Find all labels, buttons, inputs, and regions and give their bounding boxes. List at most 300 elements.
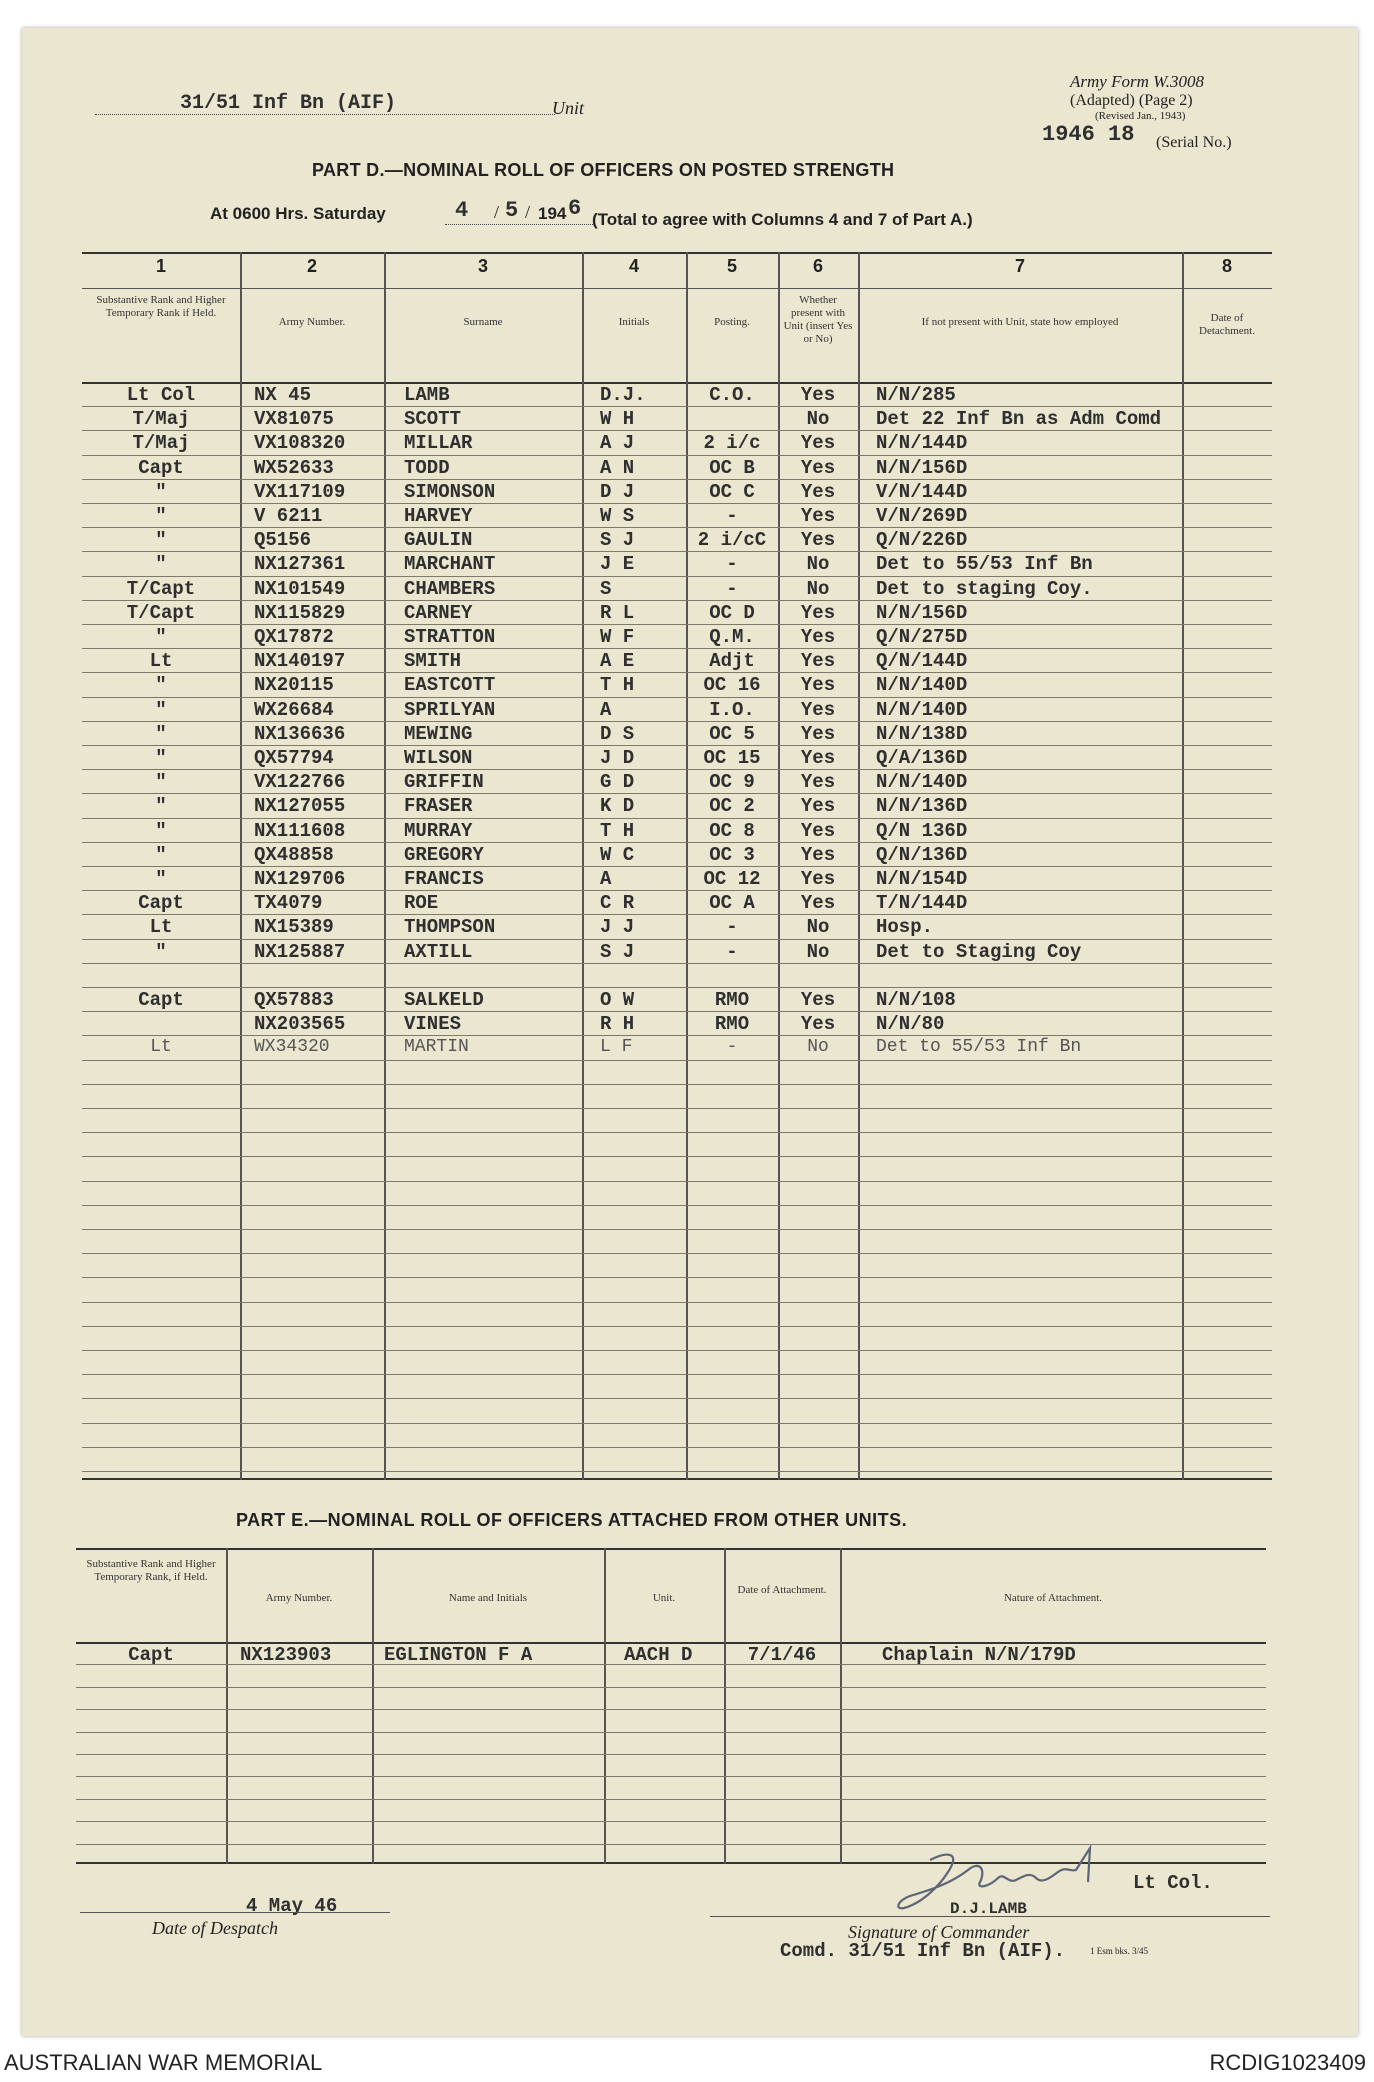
table-row (82, 384, 1272, 408)
surname-cell: MILLAR (404, 432, 473, 455)
rank-cell: " (155, 626, 167, 648)
army-number-cell: QX17872 (254, 626, 334, 648)
date-day: 4 (455, 198, 469, 223)
parte-rule-line (76, 1754, 1266, 1755)
army-number-cell: QX57883 (254, 989, 334, 1011)
parte-col-divider-5 (840, 1548, 842, 1864)
employed-cell: V/N/269D (876, 505, 968, 527)
surname-cell: SIMONSON (404, 480, 496, 503)
posting-cell: 2 i/c (703, 432, 761, 455)
parte-col-header-3: Name and Initials (448, 1592, 528, 1604)
table-row (82, 626, 1272, 650)
posting-cell: OC A (709, 892, 755, 915)
rule-line (82, 1374, 1272, 1375)
surname-cell: WILSON (404, 747, 473, 769)
surname-cell: MARCHANT (404, 553, 496, 576)
posting-cell: OC 15 (703, 747, 761, 769)
col-header-1: Substantive Rank and Higher Temporary Rank if Held. (96, 294, 226, 319)
present-cell: Yes (800, 480, 836, 503)
posting-cell: OC B (709, 456, 755, 479)
surname-cell: CHAMBERS (404, 577, 496, 600)
initials-cell: A E (600, 650, 635, 673)
rank-cell: " (155, 819, 167, 842)
table-row (82, 1037, 1272, 1061)
army-number-cell: V 6211 (254, 505, 323, 527)
employed-cell: N/N/144D (876, 432, 968, 455)
posting-cell: OC 12 (703, 868, 761, 890)
col-number-5: 5 (726, 256, 737, 276)
table-row (82, 892, 1272, 916)
present-cell: Yes (800, 819, 836, 842)
posting-cell: I.O. (709, 698, 755, 721)
comd-line: Comd. 31/51 Inf Bn (AIF). (780, 1940, 1066, 1962)
posting-cell: C.O. (709, 384, 755, 406)
army-number-cell: NX203565 (254, 1013, 346, 1036)
present-cell: No (806, 916, 830, 939)
employed-cell: N/N/156D (876, 601, 968, 624)
posting-cell: - (726, 916, 738, 939)
initials-cell: S (600, 577, 612, 600)
present-cell: No (806, 577, 830, 600)
surname-cell: FRANCIS (404, 868, 484, 890)
present-cell: Yes (800, 892, 836, 915)
col-header-4: Initials (618, 316, 650, 328)
rank-cell: " (155, 940, 167, 963)
army-number-cell: WX26684 (254, 698, 334, 721)
rule-line (82, 1108, 1272, 1109)
present-cell: Yes (800, 698, 836, 721)
present-cell: Yes (800, 505, 836, 527)
present-cell: Yes (800, 456, 836, 479)
army-number-cell: NX15389 (254, 916, 334, 939)
rank-cell: " (155, 480, 167, 503)
present-cell: Yes (800, 1013, 836, 1036)
parte-col-header-4: Unit. (652, 1592, 676, 1604)
surname-cell: MURRAY (404, 819, 473, 842)
employed-cell: Q/N/136D (876, 843, 968, 866)
present-cell: Yes (800, 771, 836, 794)
rule-line (82, 1084, 1272, 1085)
col-number-2: 2 (306, 256, 317, 276)
employed-cell: Q/N/275D (876, 626, 968, 648)
employed-cell: N/N/156D (876, 456, 968, 479)
table-row (82, 820, 1272, 844)
rank-cell: Lt (149, 650, 173, 673)
table-row (82, 457, 1272, 481)
rank-cell: " (155, 771, 167, 794)
surname-cell: TODD (404, 456, 450, 479)
initials-cell: D S (600, 722, 635, 745)
army-number-cell: NX136636 (254, 722, 346, 745)
army-number-cell: QX57794 (254, 747, 334, 769)
parte-col-header-6: Nature of Attachment. (1003, 1592, 1103, 1604)
surname-cell: GRIFFIN (404, 771, 484, 794)
table-row (82, 771, 1272, 795)
employed-cell: V/N/144D (876, 480, 968, 503)
caption-left: AUSTRALIAN WAR MEMORIAL (4, 2050, 323, 2075)
surname-cell: SALKELD (404, 989, 484, 1011)
present-cell: Yes (800, 722, 836, 745)
employed-cell: N/N/285 (876, 384, 956, 406)
table-row (82, 747, 1272, 771)
army-number-cell: NX111608 (254, 819, 346, 842)
surname-cell: VINES (404, 1013, 462, 1036)
initials-cell: G D (600, 771, 635, 794)
serial-value: 1946 18 (1042, 122, 1135, 147)
unit-value: 31/51 Inf Bn (AIF) (180, 92, 397, 115)
rank-cell: Lt (150, 1037, 172, 1058)
present-cell: Yes (800, 601, 836, 624)
employed-cell: T/N/144D (876, 892, 968, 915)
posting-cell: OC C (709, 480, 755, 503)
col-number-3: 3 (477, 256, 488, 276)
army-number-cell: WX34320 (254, 1037, 330, 1058)
rule-line (82, 1447, 1272, 1448)
army-number-cell: WX52633 (254, 456, 334, 479)
parte-top-border (76, 1548, 1266, 1550)
army-number-cell: VX108320 (254, 432, 346, 455)
posting-cell: OC 3 (709, 843, 755, 866)
initials-cell: W F (600, 626, 635, 648)
rank-cell: Capt (138, 989, 184, 1011)
initials-cell: W S (600, 505, 635, 527)
army-number-cell: NX101549 (254, 577, 346, 600)
surname-cell: STRATTON (404, 626, 496, 648)
parte-col-divider-2 (372, 1548, 374, 1864)
rank-cell: " (155, 505, 167, 527)
posting-cell: OC 16 (703, 674, 761, 697)
employed-cell: Q/A/136D (876, 747, 968, 769)
col-number-7: 7 (1014, 256, 1025, 276)
initials-cell: A J (600, 432, 635, 455)
employed-cell: Q/N 136D (876, 819, 968, 842)
present-cell: Yes (800, 384, 836, 406)
employed-cell: Q/N/226D (876, 529, 968, 552)
part-e-title: PART E.—NOMINAL ROLL OF OFFICERS ATTACHED FROM OTHER UNITS. (236, 1510, 908, 1530)
numbers-divider (82, 288, 1272, 289)
present-cell: Yes (800, 868, 836, 890)
army-number-cell: NX20115 (254, 674, 334, 697)
employed-cell: N/N/80 (876, 1013, 945, 1036)
date-year-typed: 6 (568, 196, 582, 221)
initials-cell: A (600, 868, 612, 890)
col-header-6: Whether present with Unit (insert Yes or No) (783, 294, 853, 345)
initials-cell: J E (600, 553, 635, 576)
parte-col-header-5: Date of Attachment. (737, 1584, 827, 1596)
table-top-border (82, 252, 1272, 254)
rank-cell: Capt (138, 892, 184, 915)
present-cell: No (806, 940, 830, 963)
army-number-cell: NX115829 (254, 601, 346, 624)
initials-cell: W C (600, 843, 635, 866)
parte-unit-cell: AACH D (624, 1644, 693, 1666)
parte-rule-line (76, 1776, 1266, 1777)
posting-cell: - (726, 577, 738, 600)
present-cell: No (807, 1037, 829, 1058)
army-number-cell: NX127055 (254, 795, 346, 818)
parte-date-cell: 7/1/46 (747, 1644, 817, 1666)
table-row (82, 529, 1272, 553)
surname-cell: SMITH (404, 650, 462, 673)
employed-cell: N/N/140D (876, 771, 968, 794)
part-d-table (82, 252, 1272, 1480)
despatch-value: 4 May 46 (246, 1895, 338, 1917)
table-row (82, 868, 1272, 892)
rule-line (82, 1253, 1272, 1254)
surname-cell: GAULIN (404, 529, 473, 552)
surname-cell: LAMB (404, 384, 450, 406)
date-year-printed: 194 (538, 204, 567, 223)
rule-line (82, 1302, 1272, 1303)
unit-dotted-line (95, 114, 555, 115)
parte-row (76, 1644, 1266, 1666)
table-row (82, 916, 1272, 940)
table-row (82, 432, 1272, 456)
commander-label: Signature of Commander (848, 1922, 1030, 1942)
posting-cell: 2 i/cC (697, 529, 767, 552)
adapted-label: (Adapted) (Page 2) (1070, 92, 1193, 109)
army-number-cell: QX48858 (254, 843, 334, 866)
initials-cell: T H (600, 819, 635, 842)
total-note: (Total to agree with Columns 4 and 7 of Part A.) (592, 210, 973, 229)
surname-cell: CARNEY (404, 601, 473, 624)
employed-cell: N/N/136D (876, 795, 968, 818)
initials-cell: S J (600, 529, 635, 552)
employed-cell: Det to Staging Coy (876, 940, 1082, 963)
rule-line (82, 1181, 1272, 1182)
posting-cell: - (726, 505, 738, 527)
rule-line (82, 1350, 1272, 1351)
col-number-1: 1 (155, 256, 166, 276)
parte-nature-cell: Chaplain N/N/179D (882, 1644, 1076, 1666)
surname-cell: MEWING (404, 722, 473, 745)
table-row (82, 553, 1272, 577)
col-header-5: Posting. (714, 316, 750, 328)
employed-cell: N/N/108 (876, 989, 956, 1011)
rank-cell: " (155, 843, 167, 866)
initials-cell: J D (600, 747, 635, 769)
surname-cell: MARTIN (404, 1037, 469, 1058)
initials-cell: S J (600, 940, 635, 963)
table-row (82, 941, 1272, 965)
table-row (82, 408, 1272, 432)
table-row (82, 795, 1272, 819)
rank-cell: T/Capt (126, 601, 196, 624)
table-row (82, 1013, 1272, 1037)
initials-cell: O W (600, 989, 635, 1011)
surname-cell: FRASER (404, 795, 473, 818)
army-number-cell: NX127361 (254, 553, 346, 576)
rank-cell: " (155, 553, 167, 576)
col-header-3: Surname (463, 316, 503, 328)
parte-rule-line (76, 1799, 1266, 1800)
parte-rank-cell: Capt (128, 1644, 174, 1666)
posting-cell: - (726, 940, 738, 963)
table-row (82, 699, 1272, 723)
rank-cell: T/Maj (132, 408, 190, 431)
posting-cell: Q.M. (709, 626, 755, 648)
army-number-cell: VX117109 (254, 480, 346, 503)
initials-cell: A (600, 698, 612, 721)
employed-cell: N/N/140D (876, 674, 968, 697)
initials-cell: R H (600, 1013, 635, 1036)
table-row (82, 650, 1272, 674)
rank-cell: Lt Col (126, 384, 196, 406)
posting-cell: - (726, 1037, 738, 1058)
parte-rule-line (76, 1709, 1266, 1710)
army-number-cell: NX 45 (254, 384, 312, 406)
part-e-table (76, 1548, 1266, 1864)
parte-rule-line (76, 1687, 1266, 1688)
employed-cell: Det to 55/53 Inf Bn (876, 553, 1093, 576)
surname-cell: EASTCOTT (404, 674, 496, 697)
rule-line (82, 1277, 1272, 1278)
surname-cell: ROE (404, 892, 439, 915)
initials-cell: A N (600, 456, 635, 479)
rank-cell: Lt (149, 916, 173, 939)
table-row (82, 602, 1272, 626)
present-cell: Yes (800, 674, 836, 697)
table-row (82, 505, 1272, 529)
rule-line (82, 1398, 1272, 1399)
posting-cell: RMO (714, 1013, 750, 1036)
surname-cell: HARVEY (404, 505, 473, 527)
caption-right: RCDIG1023409 (1209, 2050, 1366, 2075)
present-cell: Yes (800, 432, 836, 455)
army-number-cell: Q5156 (254, 529, 312, 552)
army-number-cell: TX4079 (254, 892, 323, 915)
printer-note: 1 Esm bks. 3/45 (1090, 1946, 1149, 1956)
parte-col-divider-1 (226, 1548, 228, 1864)
posting-cell: RMO (714, 989, 750, 1011)
rank-cell: T/Capt (126, 577, 196, 600)
surname-cell: AXTILL (404, 940, 473, 963)
initials-cell: W H (600, 408, 635, 431)
army-number-cell: NX125887 (254, 940, 346, 963)
surname-cell: GREGORY (404, 843, 484, 866)
rank-cell: " (155, 698, 167, 721)
unit-label: Unit (552, 98, 585, 118)
posting-cell: - (726, 553, 738, 576)
initials-cell: C R (600, 892, 635, 915)
posting-cell: OC 2 (709, 795, 755, 818)
surname-cell: SPRILYAN (404, 698, 496, 721)
posting-cell: OC 8 (709, 819, 755, 842)
parte-col-divider-3 (604, 1548, 606, 1864)
initials-cell: T H (600, 674, 635, 697)
at-label: At 0600 Hrs. Saturday (210, 204, 386, 223)
col-number-6: 6 (812, 256, 823, 276)
rank-cell: " (155, 529, 167, 552)
serial-label: (Serial No.) (1156, 134, 1232, 151)
present-cell: Yes (800, 747, 836, 769)
initials-cell: R L (600, 601, 635, 624)
employed-cell: N/N/140D (876, 698, 968, 721)
present-cell: No (806, 408, 830, 431)
initials-cell: L F (600, 1037, 633, 1058)
table-row (82, 578, 1272, 602)
despatch-label: Date of Despatch (152, 1918, 278, 1938)
posting-cell: OC 9 (709, 771, 755, 794)
table-row (82, 674, 1272, 698)
rank-cell: " (155, 722, 167, 745)
rank-cell: " (155, 747, 167, 769)
commander-name: D.J.LAMB (950, 1900, 1027, 1918)
date-month: 5 (505, 198, 519, 223)
parte-rule-line (76, 1732, 1266, 1733)
table-row (82, 481, 1272, 505)
posting-cell: OC 5 (709, 722, 755, 745)
commander-rank: Lt Col. (1133, 1872, 1213, 1894)
employed-cell: Q/N/144D (876, 650, 968, 673)
present-cell: No (806, 553, 830, 576)
initials-cell: K D (600, 795, 635, 818)
initials-cell: D J (600, 480, 635, 503)
present-cell: Yes (800, 795, 836, 818)
posting-cell: OC D (709, 601, 755, 624)
army-number-cell: NX140197 (254, 650, 346, 673)
rule-line (82, 1132, 1272, 1133)
rule-line (82, 1423, 1272, 1424)
table-row (82, 989, 1272, 1013)
posting-cell: Adjt (709, 650, 755, 673)
revised-label: (Revised Jan., 1943) (1095, 110, 1186, 122)
employed-cell: N/N/138D (876, 722, 968, 745)
col-header-8: Date of Detachment. (1199, 312, 1255, 337)
present-cell: Yes (800, 843, 836, 866)
rank-cell: " (155, 795, 167, 818)
employed-cell: Det 22 Inf Bn as Adm Comd (876, 408, 1162, 431)
army-number-cell: VX81075 (254, 408, 334, 431)
army-form-label: Army Form W.3008 (1070, 72, 1204, 91)
present-cell: Yes (800, 650, 836, 673)
rule-line (82, 987, 1272, 988)
initials-cell: J J (600, 916, 635, 939)
army-number-cell: VX122766 (254, 771, 346, 794)
rank-cell: " (155, 868, 167, 890)
surname-cell: SCOTT (404, 408, 462, 431)
parte-name-cell: EGLINGTON F A (384, 1644, 533, 1666)
rank-cell: Capt (138, 456, 184, 479)
rule-line (82, 1229, 1272, 1230)
employed-cell: Det to 55/53 Inf Bn (876, 1037, 1082, 1058)
rank-cell: T/Maj (132, 432, 190, 455)
table-row (82, 723, 1272, 747)
initials-cell: D.J. (600, 384, 646, 406)
rule-line (82, 1205, 1272, 1206)
present-cell: Yes (800, 529, 836, 552)
table-row (82, 844, 1272, 868)
army-number-cell: NX129706 (254, 868, 346, 890)
present-cell: Yes (800, 626, 836, 648)
rule-line (82, 1156, 1272, 1157)
parte-rule-line (76, 1821, 1266, 1822)
col-number-8: 8 (1221, 256, 1232, 276)
parte-col-header-1: Substantive Rank and Higher Temporary Rank, if Held. (86, 1558, 216, 1583)
employed-cell: Det to staging Coy. (876, 577, 1093, 600)
table-bottom-border (82, 1478, 1272, 1480)
surname-cell: THOMPSON (404, 916, 496, 939)
rule-line (82, 1471, 1272, 1472)
parte-number-cell: NX123903 (240, 1644, 332, 1666)
part-d-title: PART D.—NOMINAL ROLL OF OFFICERS ON POSTED STRENGTH (312, 160, 895, 180)
employed-cell: N/N/154D (876, 868, 968, 890)
col-number-4: 4 (628, 256, 639, 276)
col-header-2: Army Number. (278, 316, 346, 328)
rule-line (82, 1326, 1272, 1327)
present-cell: Yes (800, 989, 836, 1011)
parte-col-divider-4 (724, 1548, 726, 1864)
